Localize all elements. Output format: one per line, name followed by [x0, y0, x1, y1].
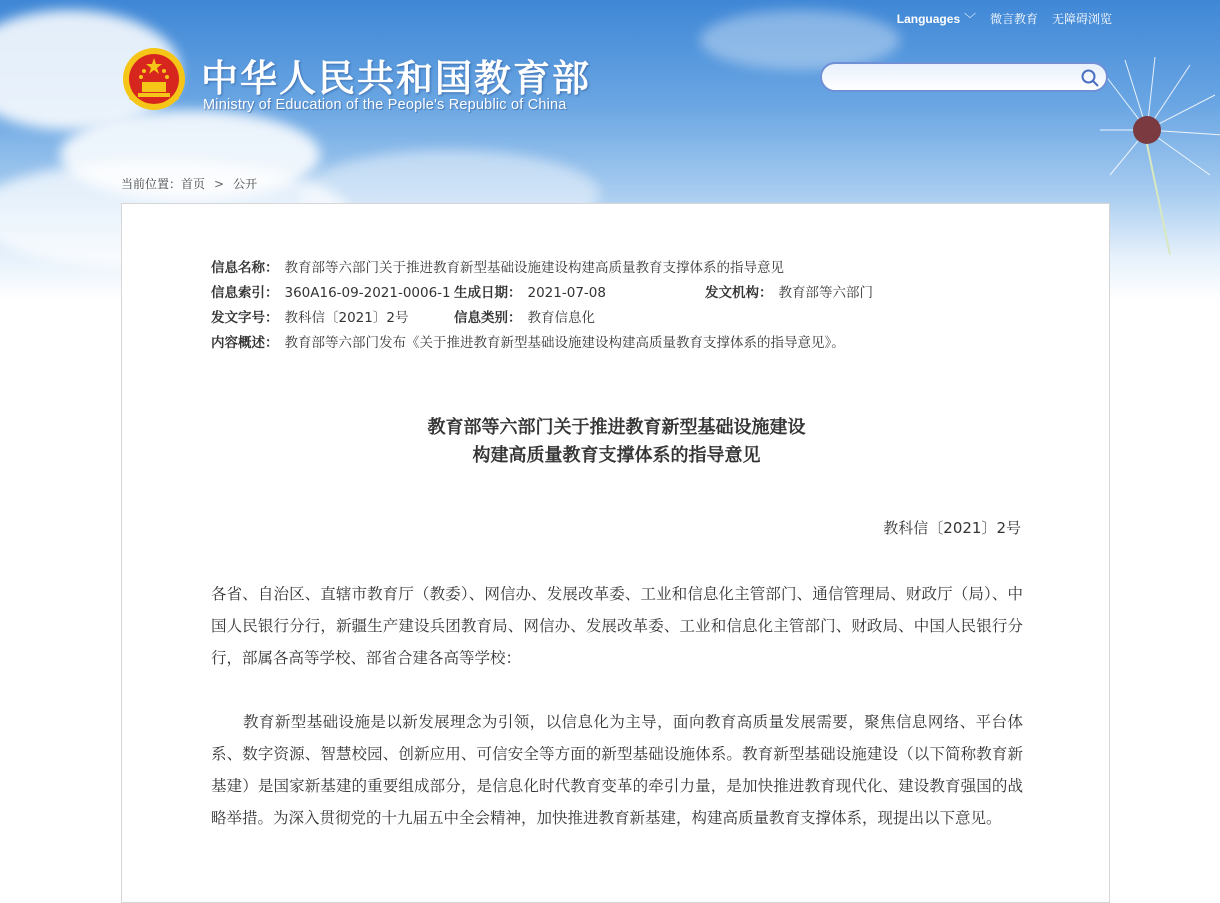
breadcrumb-current[interactable]: 公开: [233, 177, 258, 191]
site-title: 中华人民共和国教育部: [201, 57, 591, 100]
info-row-summary: [211, 331, 845, 356]
accessible-browse-link[interactable]: 无障碍浏览: [1051, 12, 1112, 26]
languages-menu[interactable]: [897, 10, 976, 27]
info-org-label: 发文机构：: [705, 285, 773, 301]
content-panel: [121, 203, 1110, 903]
info-date-label: 生成日期：: [454, 285, 522, 301]
info-category-value: 教育信息化: [527, 310, 595, 326]
breadcrumb-separator: >: [214, 177, 225, 191]
article-doc-number: 教科信〔2021〕2号: [883, 519, 1021, 537]
info-docno-label: 发文字号：: [211, 310, 279, 326]
chevron-down-icon: ﹀: [963, 12, 976, 26]
article-title: [122, 414, 1111, 470]
search-input[interactable]: [834, 68, 1078, 88]
breadcrumb-home[interactable]: 首页: [181, 177, 206, 191]
article-paragraph-intro: 教育新型基础设施是以新发展理念为引领，以信息化为主导，面向教育高质量发展需要，聚焦信息网络、平台体系、数字资源、智慧校园、创新应用、可信安全等方面的新型基础设施体系。教育新型基础设施建设（以下简称教育新基建）是国家新基建的重要组成部分，是信息化时代教育变革的牵引力量，是加快推进教育现代化、建设教育强国的战略举措。为深入贯彻党的十九届五中全会精神，加快推进教育新基建，构建高质量教育支撑体系，现提出以下意见。: [211, 713, 1023, 827]
info-org-value: 教育部等六部门: [778, 285, 873, 301]
search-box: [820, 62, 1108, 92]
dandelion-decoration: [1095, 55, 1220, 255]
info-summary-value: 教育部等六部门发布《关于推进教育新型基础设施建设构建高质量教育支撑体系的指导意见》。: [284, 335, 845, 351]
info-date-value: 2021-07-08: [527, 285, 606, 301]
languages-label: Languages: [896, 12, 961, 26]
info-docno-value: 教科信〔2021〕2号: [284, 310, 409, 326]
search-icon[interactable]: [1080, 68, 1100, 88]
info-name-value: 教育部等六部门关于推进教育新型基础设施建设构建高质量教育支撑体系的指导意见: [284, 260, 784, 276]
article-title-line1: 教育部等六部门关于推进教育新型基础设施建设: [427, 417, 806, 438]
top-links: [897, 10, 1112, 27]
article-title-line2: 构建高质量教育支撑体系的指导意见: [472, 445, 761, 466]
info-row-index: [211, 281, 873, 306]
info-table: [211, 256, 873, 356]
national-emblem-logo: [122, 45, 186, 113]
info-row-name: [211, 256, 845, 281]
info-row-docno: [211, 306, 845, 331]
breadcrumb-label: 当前位置：: [121, 177, 182, 191]
info-name-label: 信息名称：: [211, 260, 279, 276]
breadcrumb: [121, 175, 257, 192]
info-index-value: 360A16-09-2021-0006-1: [284, 285, 451, 301]
weiyan-link[interactable]: 微言教育: [989, 12, 1038, 26]
info-summary-label: 内容概述：: [211, 335, 279, 351]
info-index-label: 信息索引：: [211, 285, 279, 301]
article-paragraph-addressees: 各省、自治区、直辖市教育厅（教委）、网信办、发展改革委、工业和信息化主管部门、通信管理局、财政厅（局）、中国人民银行分行，新疆生产建设兵团教育局、网信办、发展改革委、工业和信息化主管部门、财政局、中国人民银行分行，部属各高等学校、部省合建各高等学校：: [211, 585, 1023, 667]
site-subtitle: Ministry of Education of the People's Republic of China: [203, 97, 567, 113]
info-category-label: 信息类别：: [454, 310, 522, 326]
